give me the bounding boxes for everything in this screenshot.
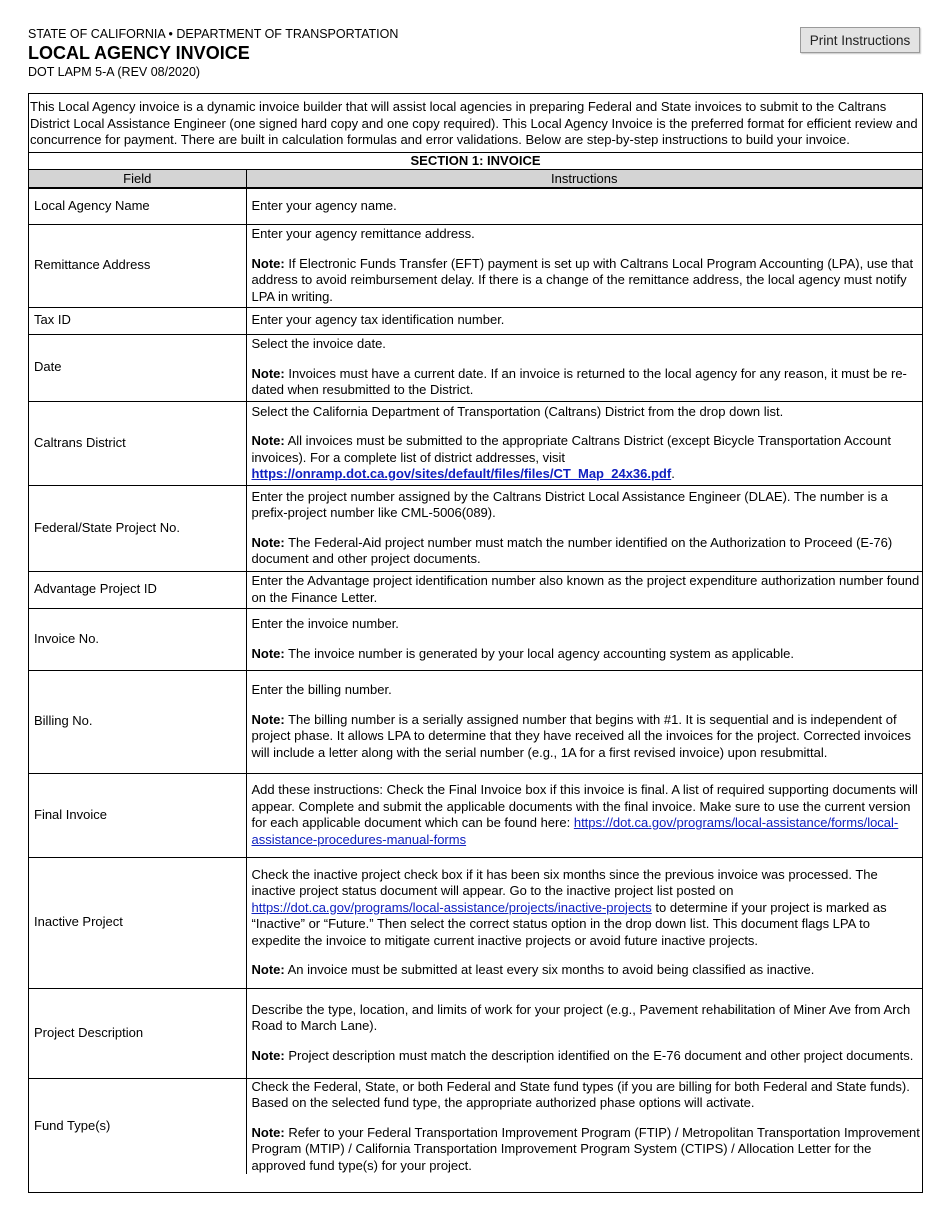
- field-name: Advantage Project ID: [29, 571, 246, 608]
- instruction-cell: [246, 670, 922, 773]
- table-row: [29, 988, 922, 1078]
- field-name: Remittance Address: [29, 224, 246, 307]
- field-name: Local Agency Name: [29, 188, 246, 224]
- note-label: Note:: [251, 534, 285, 550]
- note-paragraph: [252, 366, 923, 399]
- note-text: Invoices must have a current date. If an invoice is returned to the local agency for any reason, it must be re-dated when resubmitted to the District.: [251, 365, 907, 398]
- note-label: Note:: [251, 365, 285, 381]
- column-header-field: Field: [29, 170, 246, 189]
- instruction-cell: [246, 485, 922, 571]
- instruction-cell: [246, 1078, 922, 1174]
- note-paragraph: [252, 535, 923, 568]
- instruction-cell: [246, 608, 922, 670]
- inactive-projects-link[interactable]: https://dot.ca.gov/programs/local-assistance/projects/inactive-projects: [251, 899, 652, 915]
- note-text: The invoice number is generated by your local agency accounting system as applicable.: [288, 645, 794, 661]
- instruction-text: Enter the project number assigned by the Caltrans District Local Assistance Engineer (DLAE). The number is a prefix-project number like CML-5006(089).: [251, 488, 888, 520]
- table-row: [29, 485, 922, 571]
- field-name: Tax ID: [29, 307, 246, 334]
- instruction-cell: [246, 571, 922, 608]
- note-paragraph: [252, 646, 923, 663]
- table-row: [29, 1078, 922, 1174]
- instruction-cell: [246, 188, 922, 224]
- instruction-cell: [246, 224, 922, 307]
- instruction-cell: [246, 307, 922, 334]
- note-paragraph: [252, 256, 923, 306]
- instruction-text: Check the inactive project check box if it has been six months since the previous invoice was processed. The inactive project status document will appear. Go to the inactive project list posted on: [251, 866, 878, 898]
- field-name: Fund Type(s): [29, 1078, 246, 1174]
- table-row: [29, 857, 922, 988]
- section-title: SECTION 1: INVOICE: [29, 152, 922, 169]
- column-header-instructions: Instructions: [246, 170, 922, 189]
- field-name: Billing No.: [29, 670, 246, 773]
- field-name: Date: [29, 334, 246, 401]
- agency-header: STATE OF CALIFORNIA • DEPARTMENT OF TRANSPORTATION: [28, 27, 399, 41]
- instruction-text: Enter the Advantage project identification number also known as the project expenditure authorization number found on the Finance Letter.: [251, 573, 920, 605]
- note-text: Project description must match the description identified on the E-76 document and other project documents.: [288, 1047, 914, 1063]
- note-paragraph: [252, 1048, 923, 1065]
- instruction-paragraph: [252, 867, 923, 950]
- instruction-cell: [246, 773, 922, 857]
- field-name: Caltrans District: [29, 401, 246, 485]
- note-paragraph: [252, 1125, 923, 1175]
- note-label: Note:: [251, 711, 285, 727]
- note-text: All invoices must be submitted to the appropriate Caltrans District (except Bicycle Transportation Account invoices). For a complete list of district addresses, visit: [251, 433, 891, 465]
- instruction-text: Enter the billing number.: [251, 682, 392, 697]
- table-row: [29, 224, 922, 307]
- note-text: If Electronic Funds Transfer (EFT) payment is set up with Caltrans Local Program Accounting (LPA), use that address to avoid reimbursement delay. If there is a change of the remittance address, the local agency must notify LPA in writing.: [251, 255, 914, 304]
- print-instructions-button[interactable]: Print Instructions: [800, 27, 920, 53]
- table-row: [29, 188, 922, 224]
- instructions-table: [29, 169, 922, 1174]
- field-name: Invoice No.: [29, 608, 246, 670]
- intro-paragraph: This Local Agency invoice is a dynamic invoice builder that will assist local agencies in preparing Federal and State invoices to submit to the Caltrans District Local Assistance Engineer (one signed hard copy and one copy required). This Local Agency Invoice is the preferred format for efficient review and concurrence for payment. There are built in calculation formulas and error validations. Below are step-by-step instructions to build your invoice.: [30, 99, 918, 147]
- instruction-cell: [246, 857, 922, 988]
- note-label: Note:: [251, 1124, 285, 1140]
- note-label: Note:: [251, 1047, 285, 1063]
- link-suffix: .: [671, 466, 675, 481]
- note-label: Note:: [251, 645, 285, 661]
- table-row: [29, 401, 922, 485]
- note-paragraph: [252, 433, 923, 483]
- instruction-cell: [246, 334, 922, 401]
- form-number: DOT LAPM 5-A (REV 08/2020): [28, 65, 201, 79]
- instruction-text: Enter your agency remittance address.: [251, 226, 475, 241]
- instruction-text: Describe the type, location, and limits of work for your project (e.g., Pavement rehabilitation of Miner Ave from Arch Road to March Lane).: [251, 1001, 911, 1034]
- note-text: An invoice must be submitted at least every six months to avoid being classified as inactive.: [287, 962, 815, 977]
- instruction-text: Select the California Department of Transportation (Caltrans) District from the drop down list.: [251, 403, 784, 419]
- instruction-cell: [246, 988, 922, 1078]
- note-paragraph: [252, 962, 923, 979]
- instruction-text: Enter your agency tax identification number.: [251, 312, 505, 328]
- instruction-text: Enter the invoice number.: [251, 616, 399, 631]
- note-text: Refer to your Federal Transportation Improvement Program (FTIP) / Metropolitan Transportation Improvement Program (MTIP) / California Transportation Improvement Program System (CTIPS) / Allocation Letter for the approved fund type(s) for your project.: [251, 1124, 920, 1173]
- instruction-text: Add these instructions: Check the Final Invoice box if this invoice is final. A list of required supporting documents will appear. Complete and submit the applicable documents with the final invoice. Make sure to use the current version for each applicable document which can be found here:: [251, 782, 918, 830]
- note-text: The Federal-Aid project number must match the number identified on the Authorization to Proceed (E-76) document and other project documents.: [251, 534, 893, 566]
- lapm-forms-link[interactable]: https://dot.ca.gov/programs/local-assistance/forms/local-assistance-procedures-manual-forms: [251, 815, 899, 847]
- instructions-frame: [28, 93, 923, 1193]
- table-row: [29, 307, 922, 334]
- instruction-text-continued: to determine if your project is marked as “Inactive” or “Future.” Then select the correct status option in the drop down list. This document flags LPA to expedite the invoice to mitigate current inactive projects or avoid future inactive projects.: [251, 899, 887, 948]
- field-name: Inactive Project: [29, 857, 246, 988]
- table-row: [29, 608, 922, 670]
- table-row: [29, 670, 922, 773]
- note-label: Note:: [251, 255, 285, 271]
- instruction-text: Enter your agency name.: [251, 198, 397, 213]
- table-row: [29, 773, 922, 857]
- note-paragraph: [252, 712, 923, 762]
- instruction-cell: [246, 401, 922, 485]
- district-map-link[interactable]: https://onramp.dot.ca.gov/sites/default/files/files/CT_Map_24x36.pdf: [251, 466, 672, 481]
- note-text: The billing number is a serially assigned number that begins with #1. It is sequential and is independent of project phase. It allows LPA to determine that they have received all the invoices for the project. Corrected invoices will include a letter along with the serial number (e.g., 1A for a first revised invoice) upon resubmittal.: [251, 711, 911, 760]
- instruction-paragraph: [252, 782, 923, 848]
- instruction-text: Select the invoice date.: [251, 336, 386, 352]
- field-name: Federal/State Project No.: [29, 485, 246, 571]
- table-row: [29, 334, 922, 401]
- note-label: Note:: [251, 962, 285, 977]
- field-name: Project Description: [29, 988, 246, 1078]
- field-name: Final Invoice: [29, 773, 246, 857]
- note-label: Note:: [251, 433, 285, 448]
- table-row: [29, 571, 922, 608]
- instruction-text: Check the Federal, State, or both Federal and State fund types (if you are billing for both Federal and State funds). Based on the selected fund type, the appropriate authorized phase options will activate.: [251, 1078, 910, 1110]
- form-title: LOCAL AGENCY INVOICE: [28, 43, 250, 63]
